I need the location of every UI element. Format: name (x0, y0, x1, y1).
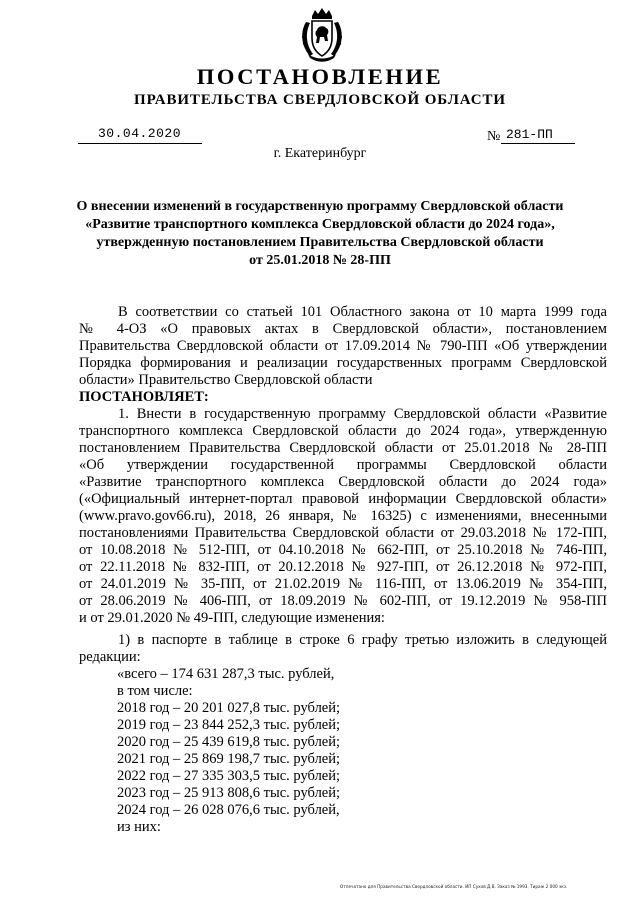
funding-line: 2022 год – 27 335 303,5 тыс. рублей; (117, 768, 341, 784)
heading-line: «Развитие транспортного комплекса Свердловской области до 2024 года», (85, 217, 555, 232)
text-line: № 4-ОЗ «О правовых актах в Свердловской области», постановлением (79, 321, 607, 337)
document-date: 30.04.2020 (98, 126, 182, 141)
text-line: «Об утверждении государственной программы Свердловской области (79, 457, 607, 473)
text-line: от 22.11.2018 № 832-ПП, от 20.12.2018 № 927-ПП, от 26.12.2018 № 972-ПП, (79, 559, 607, 575)
text-line: 1. Внести в государственную программу Свердловской области «Развитие (118, 406, 607, 422)
number-underline (501, 143, 575, 144)
funding-line: 2023 год – 25 913 808,6 тыс. рублей; (117, 785, 341, 801)
document-title: ПОСТАНОВЛЕНИЕ (196, 64, 444, 89)
text-line: от 28.06.2019 № 406-ПП, от 18.09.2019 № 602-ПП, от 19.12.2019 № 958-ПП (79, 593, 607, 609)
text-line: постановлениями Правительства Свердловской области от 29.03.2018 № 172-ПП, (79, 525, 607, 541)
document-subtitle: ПРАВИТЕЛЬСТВА СВЕРДЛОВСКОЙ ОБЛАСТИ (134, 92, 506, 108)
text-line: области» Правительство Свердловской области (79, 372, 373, 388)
decree-word: ПОСТАНОВЛЯЕТ: (79, 389, 209, 405)
funding-line: 2018 год – 20 201 027,8 тыс. рублей; (117, 700, 341, 716)
funding-line: 2021 год – 25 869 198,7 тыс. рублей; (117, 751, 341, 767)
text-line: постановлением Правительства Свердловской области от 25.01.2018 № 28-ПП (79, 440, 607, 456)
text-line: В соответствии со статьей 101 Областного закона от 10 марта 1999 года (118, 304, 607, 320)
funding-line: 2020 год – 25 439 619,8 тыс. рублей; (117, 734, 341, 750)
heading-line: О внесении изменений в государственную программу Свердловской области (76, 199, 564, 214)
text-line: от 24.01.2019 № 35-ПП, от 21.02.2019 № 116-ПП, от 13.06.2019 № 354-ПП, (79, 576, 607, 592)
subpoint-1-paragraph (79, 632, 607, 666)
heading-line: от 25.01.2018 № 28-ПП (249, 253, 391, 268)
heading-line: утвержденную постановлением Правительства Свердловской области (96, 235, 544, 250)
date-underline (78, 143, 202, 144)
city: г. Екатеринбург (273, 146, 367, 161)
funding-line: в том числе: (117, 683, 193, 699)
text-line: редакции: (79, 649, 141, 665)
number-label: № (487, 129, 501, 144)
point-1-paragraph (79, 406, 607, 627)
text-line: «Развитие транспортного комплекса Свердловской области до 2024 года» (79, 474, 607, 490)
text-line: от 10.08.2018 № 512-ПП, от 04.10.2018 № 662-ПП, от 25.10.2018 № 746-ПП, (79, 542, 607, 558)
text-line: («Официальный интернет-портал правовой информации Свердловской области» (79, 491, 607, 507)
text-line: (www.pravo.gov66.ru), 2018, 26 января, № 16325) с изменениями, внесенными (79, 508, 607, 524)
document-heading (0, 198, 640, 270)
text-line: и от 29.01.2020 № 49-ПП, следующие изменения: (79, 610, 385, 626)
document-number: 281-ПП (506, 127, 553, 142)
print-footer: Отпечатано для Правительства Свердловской области. ИП Сухов Д.В. Заказ № 1993. Тираж 2 000 экз. (340, 884, 568, 889)
coat-of-arms-icon (300, 8, 344, 62)
text-line: Порядка формирования и реализации государственных программ Свердловской (79, 355, 607, 371)
funding-line: 2024 год – 26 028 076,6 тыс. рублей, (117, 802, 340, 818)
preamble-paragraph (79, 304, 607, 406)
text-line: транспортного комплекса Свердловской области до 2024 года», утвержденную (79, 423, 607, 439)
funding-list (117, 666, 340, 836)
text-line: Правительства Свердловской области от 17.09.2014 № 790-ПП «Об утверждении (79, 338, 607, 354)
funding-line: 2019 год – 23 844 252,3 тыс. рублей; (117, 717, 341, 733)
funding-line: «всего – 174 631 287,3 тыс. рублей, (117, 666, 335, 682)
text-line: 1) в паспорте в таблице в строке 6 графу третью изложить в следующей (118, 632, 607, 648)
funding-line: из них: (117, 819, 161, 835)
